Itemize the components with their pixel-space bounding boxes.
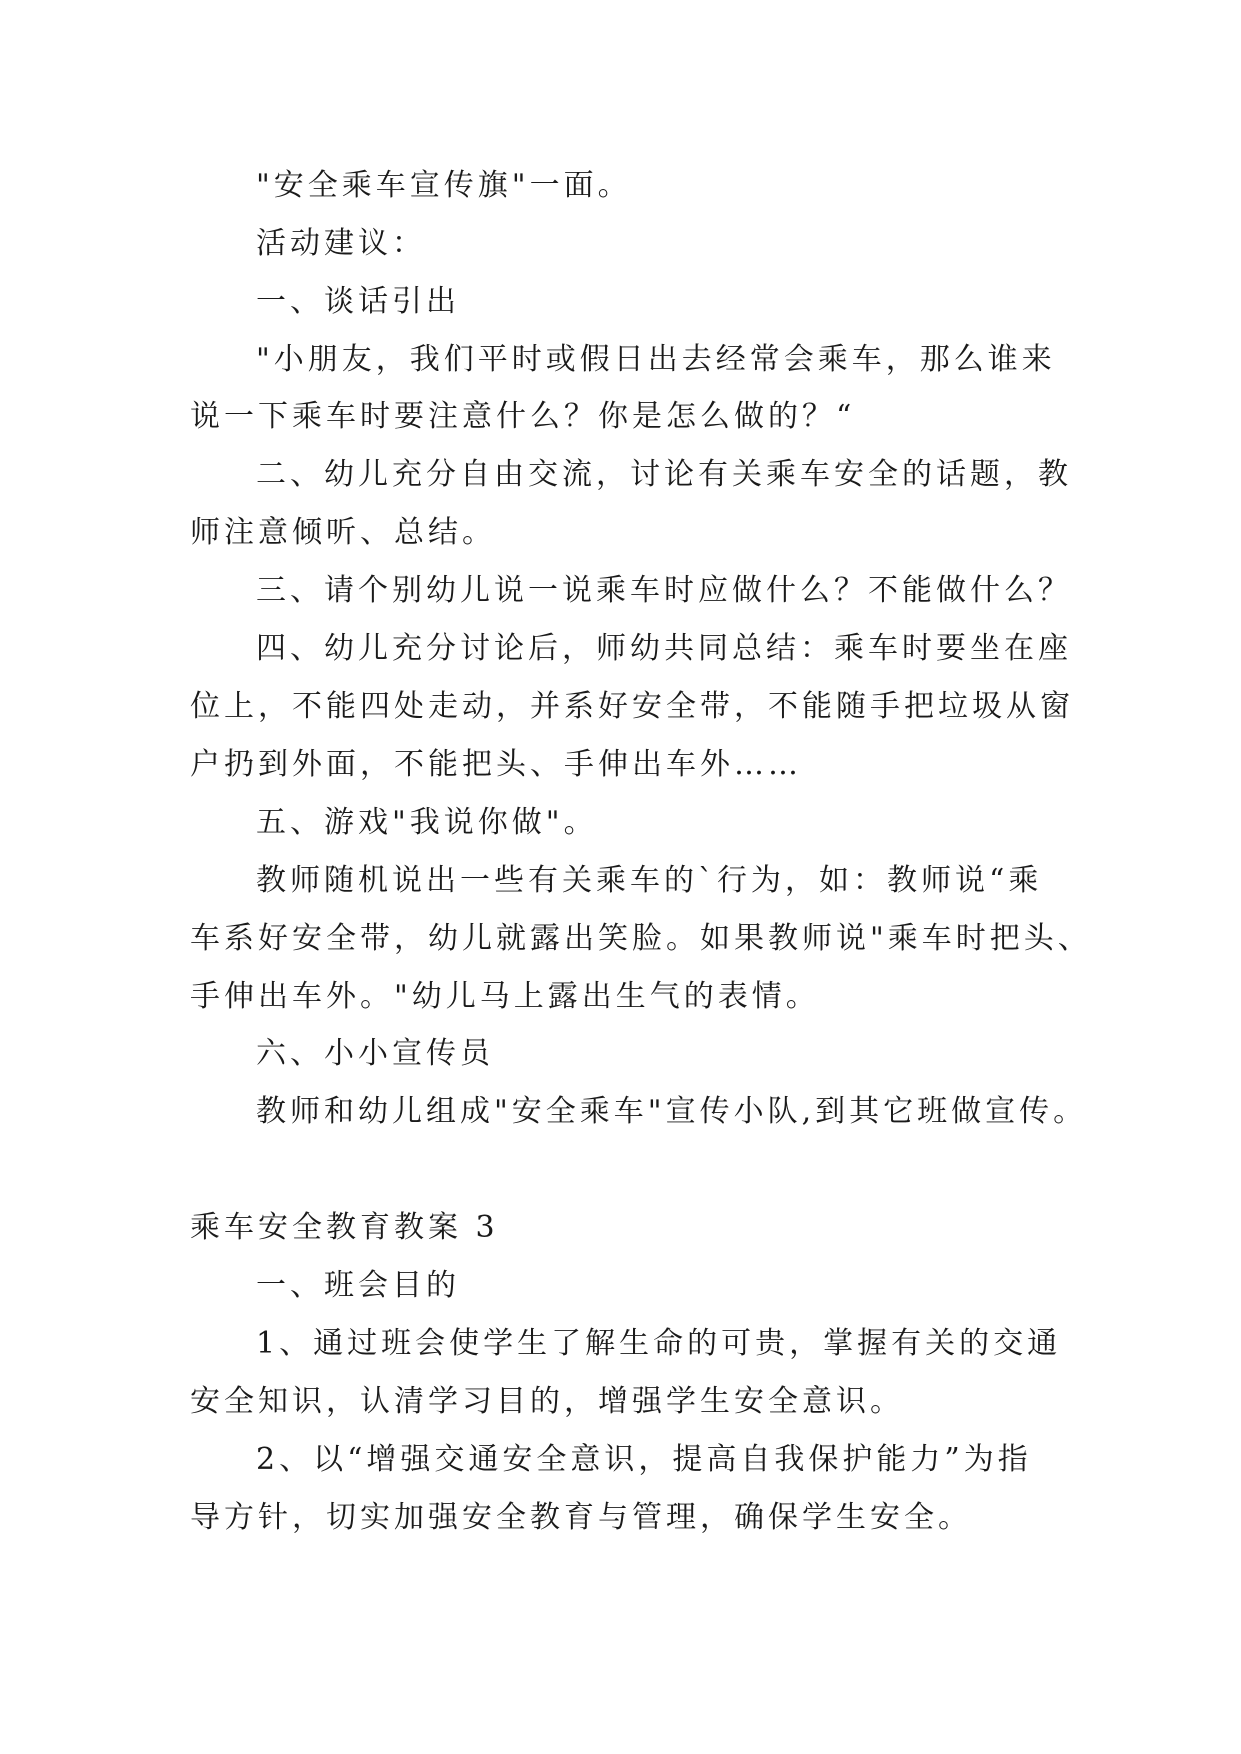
paragraph-line: 活动建议：	[256, 226, 426, 261]
paragraph-line: 2、以“增强交通安全意识，提高自我保护能力”为指	[256, 1442, 1032, 1477]
paragraph-line: 三、请个别幼儿说一说乘车时应做什么？不能做什么？	[256, 573, 1072, 608]
paragraph-line: 师注意倾听、总结。	[190, 515, 496, 550]
section-heading: 一、班会目的	[256, 1268, 460, 1303]
paragraph-line: 导方针，切实加强安全教育与管理，确保学生安全。	[190, 1500, 972, 1535]
section-heading: 五、游戏"我说你做"。	[256, 805, 598, 840]
paragraph-line: "安全乘车宣传旗"一面。	[256, 168, 632, 203]
paragraph-line: 二、幼儿充分自由交流，讨论有关乘车安全的话题，教	[256, 457, 1072, 492]
paragraph-line: 安全知识，认清学习目的，增强学生安全意识。	[190, 1384, 904, 1419]
paragraph-line: "小朋友，我们平时或假日出去经常会乘车，那么谁来	[256, 342, 1056, 377]
paragraph-line: 教师随机说出一些有关乘车的`行为，如：教师说“乘	[256, 863, 1043, 898]
section-heading: 六、小小宣传员	[256, 1036, 494, 1071]
paragraph-line: 教师和幼儿组成"安全乘车"宣传小队,到其它班做宣传。	[256, 1094, 1088, 1129]
paragraph-line: 手伸出车外。"幼儿马上露出生气的表情。	[190, 979, 820, 1014]
paragraph-line: 位上，不能四处走动，并系好安全带，不能随手把垃圾从窗	[190, 689, 1074, 724]
paragraph-line: 车系好安全带，幼儿就露出笑脸。如果教师说"乘车时把头、	[190, 921, 1092, 956]
section-heading: 一、谈话引出	[256, 284, 460, 319]
paragraph-line: 说一下乘车时要注意什么？你是怎么做的？“	[190, 399, 856, 434]
paragraph-line: 户扔到外面，不能把头、手伸出车外……	[190, 747, 802, 782]
paragraph-line: 四、幼儿充分讨论后，师幼共同总结：乘车时要坐在座	[256, 631, 1072, 666]
paragraph-line: 1、通过班会使学生了解生命的可贵，掌握有关的交通	[256, 1326, 1062, 1361]
document-title: 乘车安全教育教案 3	[190, 1210, 499, 1245]
